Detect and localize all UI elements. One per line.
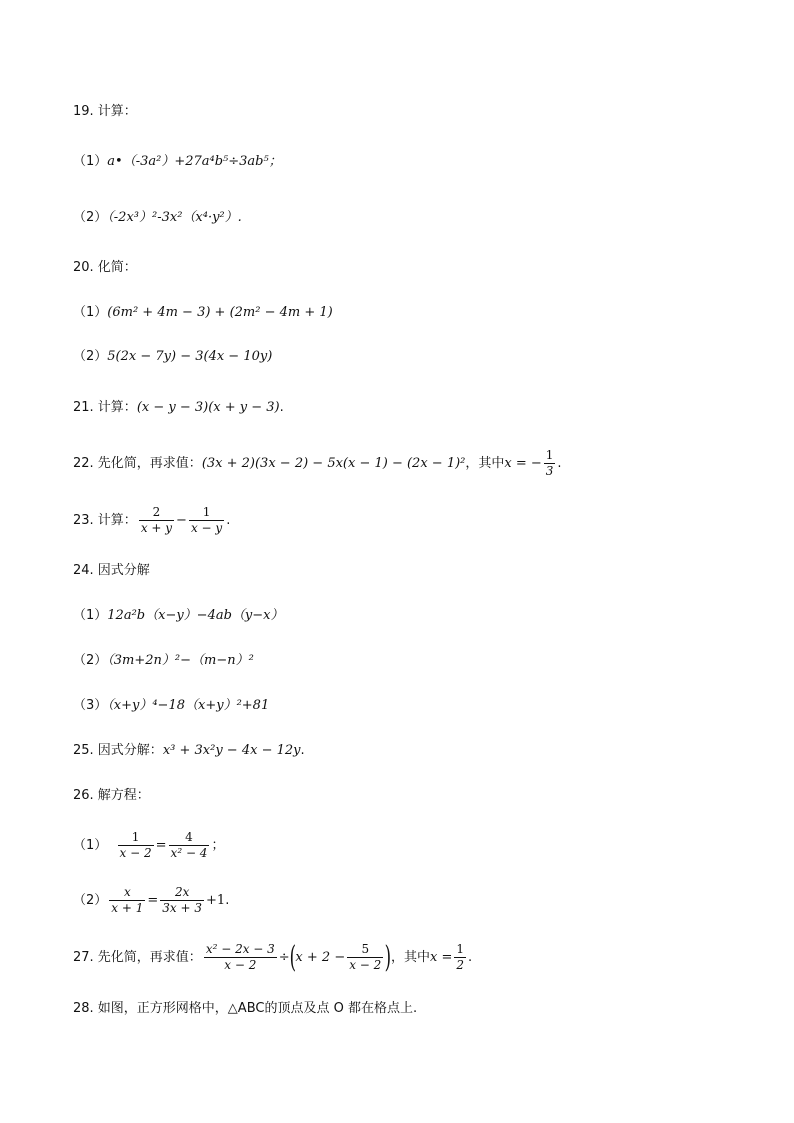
- period: .: [226, 513, 231, 528]
- fraction-2: [347, 942, 383, 973]
- condition-text: ，其中: [391, 950, 431, 965]
- problem-27: [73, 939, 473, 975]
- problem-25: [73, 743, 305, 759]
- variable: x = −: [504, 456, 542, 471]
- problem-26-title: 26. 解方程：: [73, 788, 150, 803]
- problem-23: [73, 505, 230, 536]
- divide-sign: ÷: [278, 950, 290, 965]
- left-paren: (: [289, 939, 296, 975]
- period: .: [225, 893, 230, 908]
- fraction: [544, 448, 556, 479]
- equals-sign: =: [147, 893, 159, 908]
- problem-21: [73, 400, 284, 416]
- part-label: （1）: [73, 154, 108, 169]
- problem-20-title: 20. 化简：: [73, 260, 137, 275]
- problem-22: [73, 448, 562, 479]
- expression: (3x + 2)(3x − 2) − 5x(x − 1) − (2x − 1)²: [201, 456, 466, 471]
- denominator: x − 2: [204, 957, 277, 973]
- denominator: 3: [545, 464, 554, 478]
- denominator: x + 1: [111, 901, 144, 915]
- problem-24-part-2: [73, 653, 254, 669]
- right-paren: ): [384, 939, 392, 975]
- expression: 5(2x − 7y) − 3(4x − 10y): [107, 349, 273, 364]
- problem-24-title: 24. 因式分解: [73, 563, 150, 578]
- problem-19-part-2: [73, 210, 242, 226]
- numerator: 1: [545, 448, 554, 462]
- numerator: 5: [361, 942, 370, 956]
- fraction-1: [139, 505, 174, 536]
- fraction-2: [169, 830, 210, 861]
- problem-20-part-2: [73, 349, 272, 365]
- denominator: x + y: [140, 521, 173, 535]
- problem-19-title: 19. 计算：: [73, 104, 137, 119]
- period: .: [279, 400, 284, 415]
- expression: a•（-3a²）+27a⁴b⁵÷3ab⁵；: [107, 154, 282, 169]
- expression: （-2x³）²-3x²（x⁴·y²）.: [107, 210, 242, 225]
- problem-26-part-1: [73, 830, 224, 861]
- fraction-1: [204, 942, 277, 973]
- numerator: 4: [185, 830, 193, 844]
- numerator: 2x: [174, 885, 190, 899]
- expression: （3m+2n）²−（m−n）²: [107, 653, 254, 668]
- denominator: 2: [456, 958, 465, 972]
- problem-20-part-1: [73, 305, 333, 321]
- expression: （x+y）⁴−18（x+y）²+81: [107, 698, 270, 713]
- denominator: x² − 4: [170, 846, 208, 860]
- problem-25-title: 25. 因式分解：: [73, 743, 163, 758]
- problem-22-title: 22. 先化简，再求值：: [73, 456, 202, 471]
- period: .: [468, 950, 473, 965]
- problem-24-part-3: [73, 698, 269, 714]
- denominator: x − y: [190, 521, 223, 535]
- part-label: （2）: [73, 653, 108, 668]
- minus-sign: −: [176, 513, 187, 528]
- period: .: [300, 743, 305, 758]
- expression: (x − y − 3)(x + y − 3): [136, 400, 280, 415]
- expression: x³ + 3x²y − 4x − 12y: [162, 743, 301, 758]
- fraction-1: [109, 885, 145, 916]
- period: .: [557, 456, 562, 471]
- fraction-1: [118, 830, 154, 861]
- condition-text: ，其中: [465, 456, 505, 471]
- part-label: （1）: [73, 838, 108, 853]
- problem-19-part-1: [73, 154, 282, 170]
- numerator: 2: [152, 505, 161, 519]
- part-label: （2）: [73, 893, 108, 908]
- part-label: （1）: [73, 305, 108, 320]
- problem-21-title: 21. 计算：: [73, 400, 137, 415]
- numerator: 1: [131, 830, 140, 844]
- numerator: x² − 2x − 3: [205, 942, 275, 956]
- problem-28-title: 28. 如图，正方形网格中，△ABC的顶点及点 O 都在格点上.: [73, 1001, 418, 1016]
- fraction-2: [160, 885, 204, 916]
- problem-24-part-1: [73, 608, 283, 624]
- expression: 12a²b（x−y）−4ab（y−x）: [107, 608, 284, 623]
- problem-26-part-2: [73, 885, 229, 916]
- part-label: （2）: [73, 210, 108, 225]
- fraction-value: [454, 942, 466, 973]
- problem-23-title: 23. 计算：: [73, 513, 137, 528]
- part-label: （1）: [73, 608, 108, 623]
- numerator: x: [123, 885, 131, 899]
- plus-one: +1: [206, 893, 226, 908]
- variable: x =: [430, 950, 453, 965]
- equals-sign: =: [155, 838, 167, 853]
- fraction-2: [189, 505, 224, 536]
- numerator: 1: [456, 942, 465, 956]
- denominator: 3x + 3: [162, 901, 203, 915]
- part-label: （2）: [73, 349, 108, 364]
- semicolon: ；: [211, 838, 225, 853]
- expression: (6m² + 4m − 3) + (2m² − 4m + 1): [107, 305, 333, 320]
- part-label: （3）: [73, 698, 108, 713]
- numerator: 1: [202, 505, 211, 519]
- denominator: x − 2: [349, 958, 382, 972]
- inner-expression: x + 2 −: [295, 950, 346, 965]
- denominator: x − 2: [119, 846, 152, 860]
- problem-27-title: 27. 先化简，再求值：: [73, 950, 202, 965]
